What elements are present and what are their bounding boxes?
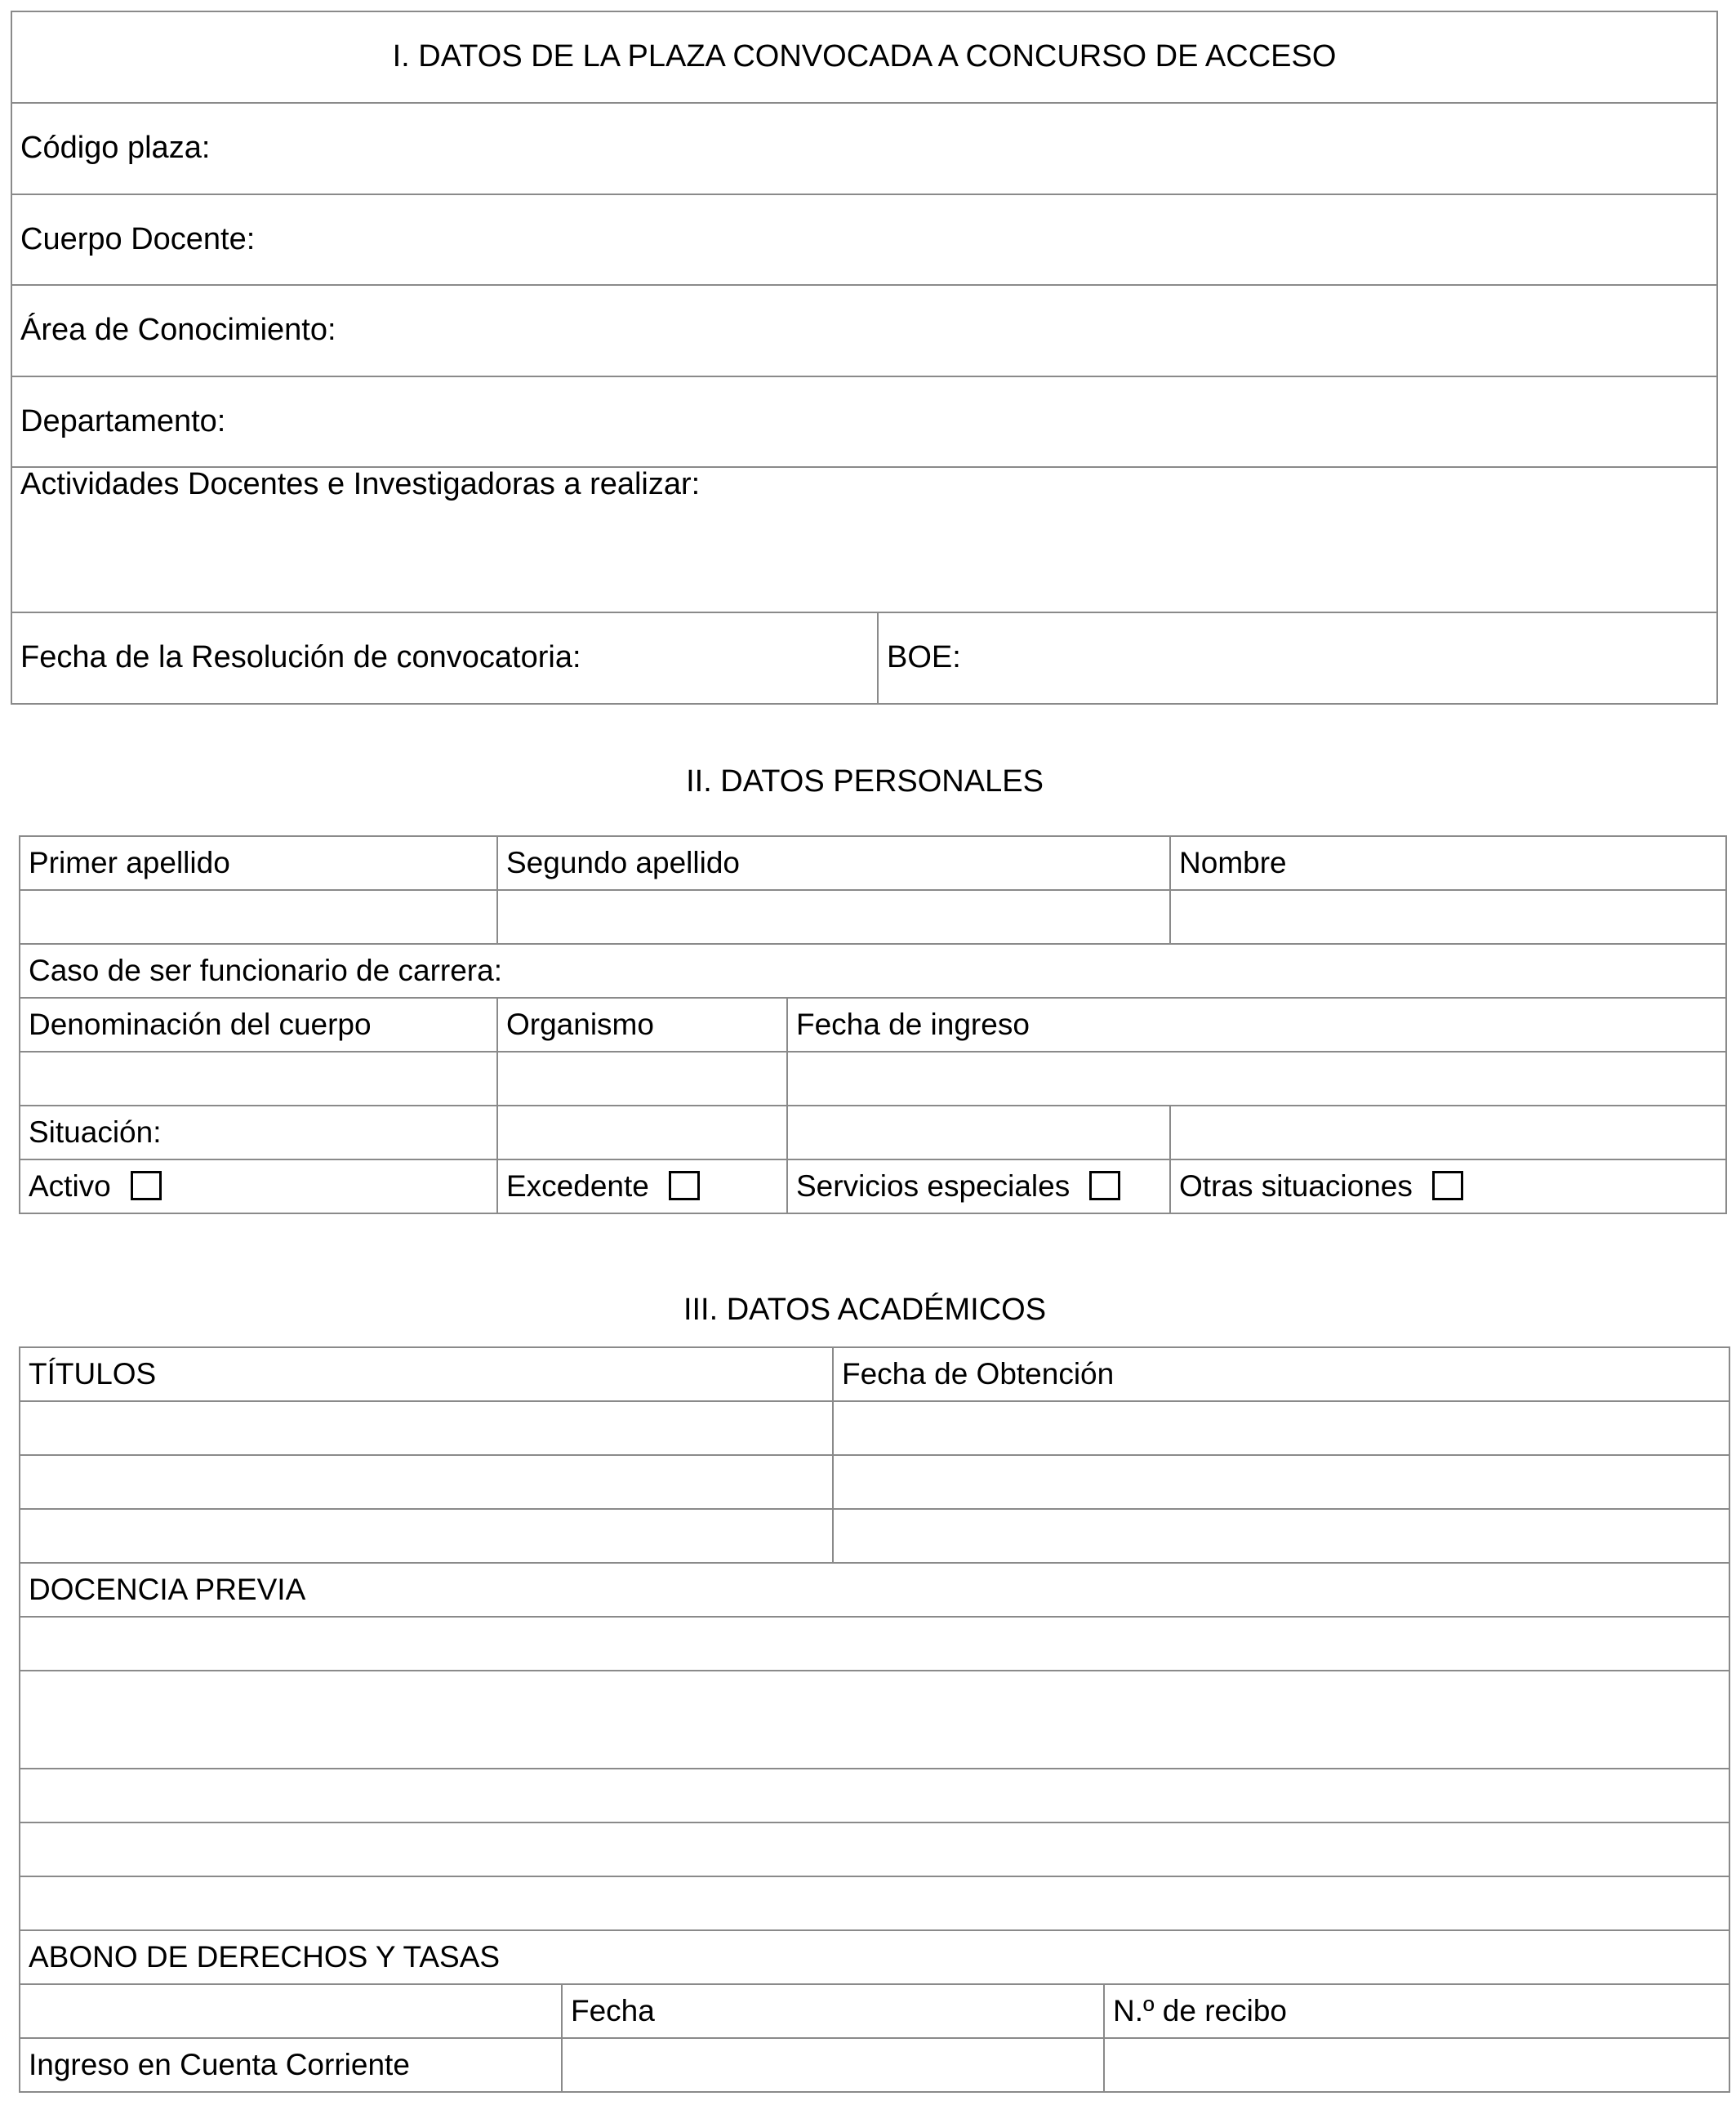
section-2-title: II. DATOS PERSONALES — [686, 764, 1044, 799]
departamento-field[interactable]: Departamento: — [11, 376, 1717, 467]
titulo-input[interactable] — [20, 1401, 833, 1455]
fecha-obtencion-input[interactable] — [833, 1509, 1729, 1563]
titulos-label: TÍTULOS — [20, 1347, 833, 1401]
segundo-apellido-label: Segundo apellido — [497, 836, 1170, 890]
servicios-especiales-label: Servicios especiales — [796, 1168, 1071, 1203]
boe-field[interactable]: BOE: — [878, 612, 1717, 704]
ingreso-cuenta-label: Ingreso en Cuenta Corriente — [20, 2038, 562, 2092]
fecha-obtencion-input[interactable] — [833, 1455, 1729, 1509]
otras-situaciones-checkbox[interactable] — [1432, 1171, 1463, 1200]
situacion-empty-cell — [1170, 1106, 1726, 1159]
docencia-previa-input[interactable] — [20, 1617, 1729, 1671]
docencia-previa-input[interactable] — [20, 1671, 1729, 1769]
fecha-ingreso-input[interactable] — [787, 1052, 1726, 1106]
area-conocimiento-field[interactable]: Área de Conocimiento: — [11, 285, 1717, 376]
fecha-resolucion-field[interactable]: Fecha de la Resolución de convocatoria: — [11, 612, 878, 704]
academic-data-table — [19, 1346, 1730, 2093]
cuerpo-docente-field[interactable]: Cuerpo Docente: — [11, 194, 1717, 285]
nombre-input[interactable] — [1170, 890, 1726, 944]
primer-apellido-label: Primer apellido — [20, 836, 497, 890]
titulo-input[interactable] — [20, 1455, 833, 1509]
activo-checkbox[interactable] — [131, 1171, 162, 1200]
excedente-option — [497, 1159, 787, 1213]
situacion-empty-cell — [497, 1106, 787, 1159]
situacion-empty-cell — [787, 1106, 1170, 1159]
section-1-title: I. DATOS DE LA PLAZA CONVOCADA A CONCURSO DE ACCESO — [11, 11, 1717, 103]
servicios-especiales-option — [787, 1159, 1170, 1213]
organismo-input[interactable] — [497, 1052, 787, 1106]
fecha-obtencion-label: Fecha de Obtención — [833, 1347, 1729, 1401]
plaza-data-table — [11, 11, 1718, 705]
otras-situaciones-label: Otras situaciones — [1179, 1168, 1413, 1203]
nombre-label: Nombre — [1170, 836, 1726, 890]
numero-recibo-label: N.º de recibo — [1104, 1984, 1729, 2038]
excedente-checkbox[interactable] — [669, 1171, 700, 1200]
excedente-label: Excedente — [506, 1168, 649, 1203]
activo-label: Activo — [29, 1168, 111, 1203]
fecha-obtencion-input[interactable] — [833, 1401, 1729, 1455]
personal-data-table — [19, 835, 1727, 1214]
actividades-field[interactable]: Actividades Docentes e Investigadoras a realizar: — [11, 467, 1717, 612]
docencia-previa-input[interactable] — [20, 1822, 1729, 1876]
abono-empty-cell — [20, 1984, 562, 2038]
servicios-especiales-checkbox[interactable] — [1089, 1171, 1120, 1200]
docencia-previa-label: DOCENCIA PREVIA — [20, 1563, 1729, 1617]
abono-derechos-label: ABONO DE DERECHOS Y TASAS — [20, 1930, 1729, 1984]
situacion-label: Situación: — [20, 1106, 497, 1159]
denominacion-cuerpo-input[interactable] — [20, 1052, 497, 1106]
fecha-ingreso-label: Fecha de ingreso — [787, 998, 1726, 1052]
fecha-input[interactable] — [562, 2038, 1104, 2092]
caso-funcionario-label: Caso de ser funcionario de carrera: — [20, 944, 1726, 998]
organismo-label: Organismo — [497, 998, 787, 1052]
fecha-label: Fecha — [562, 1984, 1104, 2038]
docencia-previa-input[interactable] — [20, 1769, 1729, 1822]
primer-apellido-input[interactable] — [20, 890, 497, 944]
segundo-apellido-input[interactable] — [497, 890, 1170, 944]
codigo-plaza-field[interactable]: Código plaza: — [11, 103, 1717, 194]
numero-recibo-input[interactable] — [1104, 2038, 1729, 2092]
section-3-title: III. DATOS ACADÉMICOS — [683, 1293, 1047, 1327]
docencia-previa-input[interactable] — [20, 1876, 1729, 1930]
activo-option — [20, 1159, 497, 1213]
otras-situaciones-option — [1170, 1159, 1726, 1213]
titulo-input[interactable] — [20, 1509, 833, 1563]
denominacion-cuerpo-label: Denominación del cuerpo — [20, 998, 497, 1052]
